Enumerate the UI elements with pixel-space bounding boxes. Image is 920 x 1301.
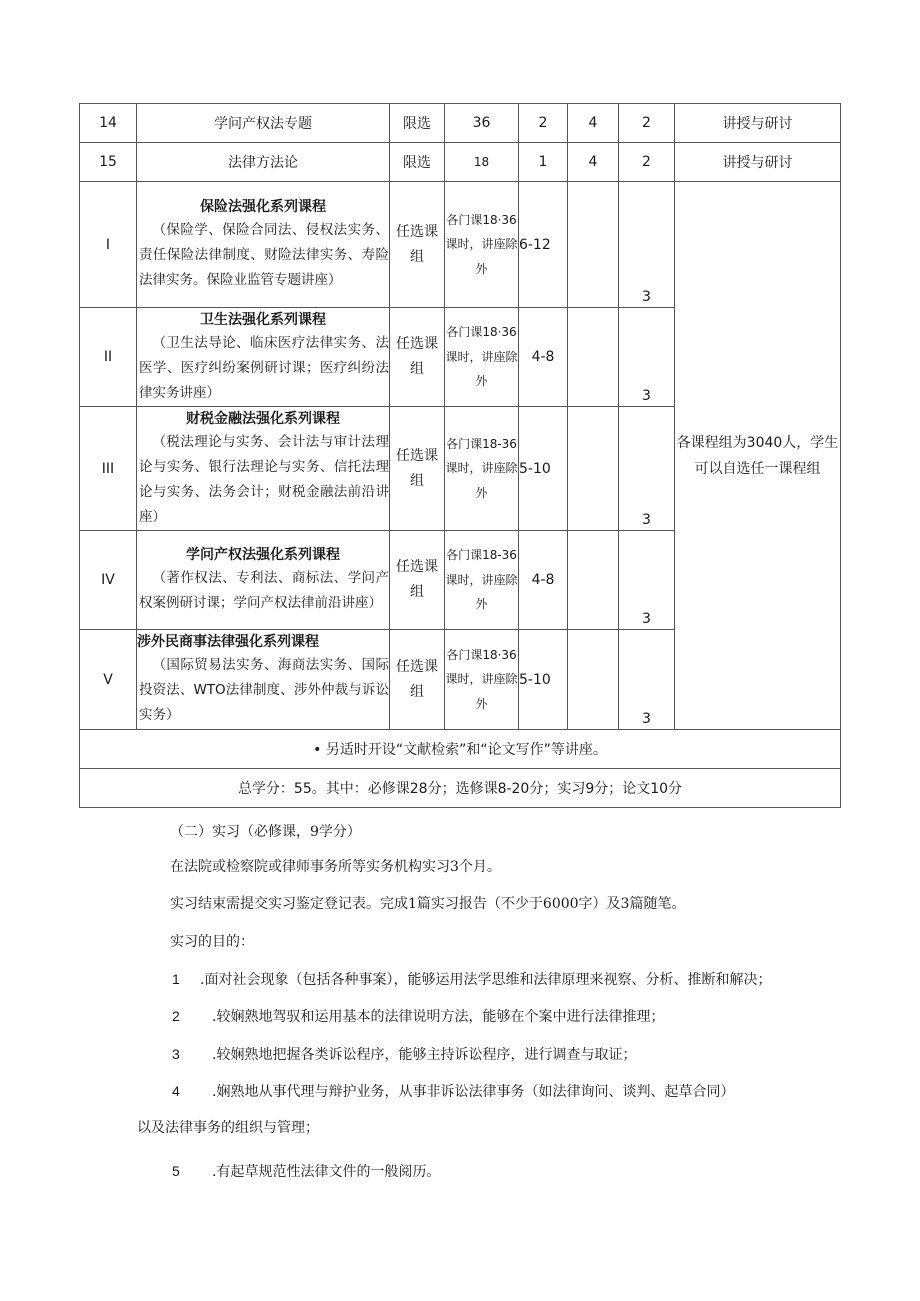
- empty-cell: [568, 308, 619, 407]
- list-item: [172, 969, 771, 990]
- group-desc: （国际贸易法实务、海商法实务、国际投资法、WTO法律制度、涉外仲裁与诉讼实务）: [139, 657, 389, 723]
- group-title: 涉外民商事法律强化系列课程: [137, 634, 319, 650]
- course-count: 2: [619, 104, 675, 143]
- list-number: 1: [172, 971, 180, 987]
- group-count: 3: [642, 289, 651, 305]
- paragraph: 实习的目的：: [170, 934, 254, 950]
- group-type: 任选课组: [390, 531, 445, 630]
- table-row: [80, 143, 841, 182]
- course-count: 2: [619, 143, 675, 182]
- group-courses: [137, 182, 390, 308]
- course-type: 限选: [390, 104, 445, 143]
- curriculum-table: [79, 103, 841, 808]
- list-text: .面对社会现象（包括各种事案），能够运用法学思维和法律原理来视察、分析、推断和解决；: [200, 972, 772, 988]
- lecture-note: • 另适时开设“文献检索”和“论文写作”等讲座。: [80, 730, 841, 769]
- group-type: 任选课组: [390, 407, 445, 531]
- group-no: I: [80, 182, 137, 308]
- table-row: [80, 730, 841, 769]
- list-number: 4: [172, 1083, 180, 1099]
- group-courses: [137, 630, 390, 730]
- group-count: 3: [642, 711, 651, 727]
- table-row: [80, 769, 841, 808]
- group-hours: 各门课18·36课时，讲座除外: [445, 182, 519, 308]
- credit-summary: 总学分：55。其中：必修课28分；选修课8-20分；实习9分；论文10分: [80, 769, 841, 808]
- group-hours: 各门课18-36课时，讲座除外: [445, 531, 519, 630]
- list-number: 3: [172, 1046, 180, 1062]
- group-type: 任选课组: [390, 630, 445, 730]
- group-type: 任选课组: [390, 308, 445, 407]
- group-courses: [137, 407, 390, 531]
- course-no: 14: [80, 104, 137, 143]
- list-item: [172, 1006, 664, 1027]
- list-number: 2: [172, 1008, 180, 1024]
- group-credit: 4-8: [519, 308, 568, 407]
- group-no: II: [80, 308, 137, 407]
- course-type: 限选: [390, 143, 445, 182]
- list-text: .娴熟地从事代理与辩护业务，从事非诉讼法律事务（如法律询问、谈判、起草合同）: [212, 1084, 735, 1100]
- group-credit: 5-10: [519, 630, 568, 730]
- group-type: 任选课组: [390, 182, 445, 308]
- group-title: 保险法强化系列课程: [200, 199, 326, 215]
- group-credit: 4-8: [519, 531, 568, 630]
- course-name: 学问产权法专题: [137, 104, 390, 143]
- group-desc: （卫生法导论、临床医疗法律实务、法医学、医疗纠纷案例研讨课；医疗纠纷法律实务讲座）: [139, 334, 389, 401]
- table-row: [80, 182, 841, 308]
- group-courses: [137, 531, 390, 630]
- course-hours: 36: [445, 104, 519, 143]
- group-count: 3: [642, 512, 651, 528]
- course-credit: 2: [519, 104, 568, 143]
- group-desc: （税法理论与实务、会计法与审计法理论与实务、银行法理论与实务、信托法理论与实务、法务会计；财税金融法前沿讲座）: [139, 433, 389, 525]
- table-row: [80, 104, 841, 143]
- course-semester: 4: [568, 143, 619, 182]
- group-hours: 各门课18·36课时，讲座除外: [445, 630, 519, 730]
- list-item: [172, 1081, 734, 1102]
- group-desc: （保险学、保险合同法、侵权法实务、责任保险法律制度、财险法律实务、寿险法律实务。保险业监管专题讲座）: [139, 222, 389, 288]
- group-title: 财税金融法强化系列课程: [186, 410, 340, 427]
- group-title: 学问产权法强化系列课程: [186, 547, 340, 563]
- course-method: 讲授与研讨: [675, 104, 841, 143]
- paragraph: 以及法律事务的组织与管理；: [137, 1120, 319, 1136]
- group-no: III: [80, 407, 137, 531]
- empty-cell: [568, 182, 619, 308]
- group-count-cell: [619, 407, 675, 531]
- paragraph: 实习结束需提交实习鉴定登记表。完成1篇实习报告（不少于6000字）及3篇随笔。: [170, 896, 686, 912]
- group-count-cell: [619, 308, 675, 407]
- list-text: .有起草规范性法律文件的一般阅历。: [212, 1164, 441, 1180]
- group-credit: 5-10: [519, 407, 568, 531]
- empty-cell: [568, 531, 619, 630]
- section-title: （二）实习（必修课，9学分）: [170, 824, 361, 840]
- course-hours: 18: [445, 143, 519, 182]
- list-text: .较娴熟地驾驭和运用基本的法律说明方法，能够在个案中进行法律推理；: [212, 1009, 665, 1025]
- course-no: 15: [80, 143, 137, 182]
- group-count-cell: [619, 182, 675, 308]
- course-name: 法律方法论: [137, 143, 390, 182]
- list-item: [172, 1161, 440, 1182]
- group-title: 卫生法强化系列课程: [200, 311, 326, 328]
- list-text: .较娴熟地把握各类诉讼程序，能够主持诉讼程序，进行调查与取证；: [212, 1047, 637, 1063]
- list-item: [172, 1044, 636, 1065]
- empty-cell: [568, 407, 619, 531]
- group-courses: [137, 308, 390, 407]
- group-no: V: [80, 630, 137, 730]
- group-count-cell: [619, 630, 675, 730]
- group-note: 各课程组为3040人，学生可以自选任一课程组: [675, 182, 841, 730]
- group-count: 3: [642, 388, 651, 404]
- group-hours: 各门课18-36课时，讲座除外: [445, 407, 519, 531]
- group-count-cell: [619, 531, 675, 630]
- group-hours: 各门课18·36课时，讲座除外: [445, 308, 519, 407]
- course-method: 讲授与研讨: [675, 143, 841, 182]
- course-credit: 1: [519, 143, 568, 182]
- group-count: 3: [642, 611, 651, 627]
- course-semester: 4: [568, 104, 619, 143]
- paragraph: 在法院或检察院或律师事务所等实务机构实习3个月。: [170, 859, 501, 875]
- group-desc: （著作权法、专利法、商标法、学问产权案例研讨课；学问产权法律前沿讲座）: [139, 570, 389, 611]
- group-no: IV: [80, 531, 137, 630]
- list-number: 5: [172, 1163, 180, 1179]
- empty-cell: [568, 630, 619, 730]
- group-credit: 6-12: [519, 182, 568, 308]
